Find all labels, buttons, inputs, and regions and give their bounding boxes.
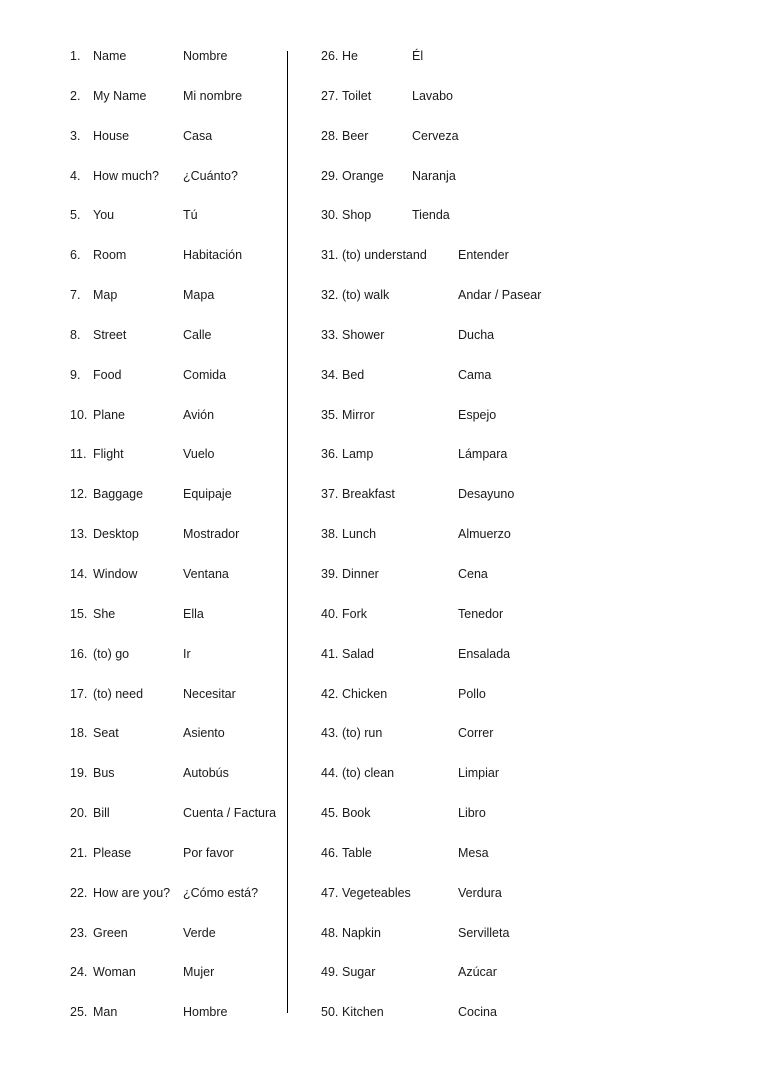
item-number: 16. [70, 646, 88, 661]
spanish-word: Azúcar [458, 965, 497, 980]
item-number: 18. [70, 726, 88, 741]
english-word: Window [93, 566, 138, 581]
english-word: (to) walk [342, 288, 390, 303]
item-number: 24. [70, 965, 88, 980]
item-number: 36. [321, 447, 339, 462]
item-number: 29. [321, 168, 339, 183]
spanish-word: Cama [458, 367, 492, 382]
item-number: 2. [70, 88, 81, 103]
english-word: House [93, 128, 130, 143]
spanish-word: Él [412, 49, 424, 63]
item-number: 28. [321, 128, 339, 143]
english-word: Fork [342, 606, 367, 621]
item-number: 26. [321, 49, 339, 63]
item-number: 37. [321, 487, 339, 502]
item-number: 22. [70, 885, 88, 900]
english-word: Plane [93, 407, 125, 422]
item-number: 3. [70, 128, 81, 143]
english-word: Kitchen [342, 1005, 384, 1020]
item-number: 9. [70, 367, 81, 382]
english-word: Flight [93, 447, 124, 462]
english-word: Map [93, 288, 118, 303]
item-number: 15. [70, 606, 88, 621]
english-word: Shower [342, 327, 385, 342]
english-word: Vegeteables [342, 885, 411, 900]
english-word: Beer [342, 128, 369, 143]
english-word: My Name [93, 88, 147, 103]
english-word: How are you? [93, 885, 171, 900]
spanish-word: Lámpara [458, 447, 508, 462]
spanish-word: Mapa [183, 288, 215, 303]
spanish-word: Comida [183, 367, 227, 382]
item-number: 35. [321, 407, 339, 422]
item-number: 42. [321, 686, 339, 701]
item-number: 19. [70, 766, 88, 781]
item-number: 7. [70, 288, 81, 303]
english-word: Bill [93, 806, 110, 821]
spanish-word: Casa [183, 128, 213, 143]
item-number: 4. [70, 168, 81, 183]
english-word: Man [93, 1005, 118, 1020]
spanish-word: Cena [458, 566, 488, 581]
item-number: 21. [70, 845, 88, 860]
english-word: Salad [342, 646, 374, 661]
spanish-word: Cocina [458, 1005, 497, 1020]
spanish-word: Mi nombre [183, 88, 243, 103]
item-number: 45. [321, 806, 339, 821]
item-number: 47. [321, 885, 339, 900]
spanish-word: Pollo [458, 686, 486, 701]
english-word: Toilet [342, 88, 372, 103]
item-number: 31. [321, 248, 339, 263]
spanish-word: Servilleta [458, 925, 510, 940]
spanish-word: ¿Cuánto? [183, 168, 238, 183]
item-number: 8. [70, 327, 81, 342]
spanish-word: Lavabo [412, 88, 454, 103]
item-number: 44. [321, 766, 339, 781]
spanish-word: Libro [458, 806, 486, 821]
english-word: Baggage [93, 487, 144, 502]
item-number: 1. [70, 49, 81, 63]
english-word: Book [342, 806, 371, 821]
english-word: Lamp [342, 447, 374, 462]
item-number: 34. [321, 367, 339, 382]
item-number: 40. [321, 606, 339, 621]
english-word: Napkin [342, 925, 381, 940]
spanish-word: Desayuno [458, 487, 515, 502]
spanish-word: Espejo [458, 407, 497, 422]
spanish-word: Verde [183, 925, 216, 940]
item-number: 23. [70, 925, 88, 940]
english-word: Shop [342, 208, 372, 223]
spanish-word: Ventana [183, 566, 229, 581]
english-word: He [342, 49, 358, 63]
spanish-word: Verdura [458, 885, 502, 900]
spanish-word: Ir [183, 646, 191, 661]
english-word: Food [93, 367, 122, 382]
english-word: Breakfast [342, 487, 395, 502]
english-word: (to) need [93, 686, 144, 701]
spanish-word: Asiento [183, 726, 225, 741]
english-word: Sugar [342, 965, 376, 980]
spanish-word: Tienda [412, 208, 450, 223]
item-number: 10. [70, 407, 88, 422]
spanish-word: Ducha [458, 327, 495, 342]
spanish-word: Naranja [412, 168, 456, 183]
item-number: 25. [70, 1005, 88, 1020]
english-word: Lunch [342, 527, 377, 542]
item-number: 39. [321, 566, 339, 581]
item-number: 50. [321, 1005, 339, 1020]
english-word: Orange [342, 168, 384, 183]
spanish-word: Hombre [183, 1005, 228, 1020]
spanish-word: Vuelo [183, 447, 215, 462]
spanish-word: Andar / Pasear [458, 288, 542, 303]
item-number: 5. [70, 208, 81, 223]
spanish-word: Cuenta / Factura [183, 806, 277, 821]
column-divider [287, 51, 288, 1013]
item-number: 49. [321, 965, 339, 980]
spanish-word: Avión [183, 407, 215, 422]
english-word: How much? [93, 168, 159, 183]
spanish-word: Mostrador [183, 527, 240, 542]
item-number: 13. [70, 527, 88, 542]
english-word: Green [93, 925, 128, 940]
english-word: You [93, 208, 115, 223]
spanish-word: Almuerzo [458, 527, 511, 542]
english-word: (to) go [93, 646, 130, 661]
item-number: 33. [321, 327, 339, 342]
spanish-word: Ella [183, 606, 204, 621]
english-word: (to) clean [342, 766, 395, 781]
item-number: 27. [321, 88, 339, 103]
spanish-word: Correr [458, 726, 494, 741]
english-word: Room [93, 248, 127, 263]
english-word: Mirror [342, 407, 375, 422]
item-number: 46. [321, 845, 339, 860]
english-word: Desktop [93, 527, 139, 542]
item-number: 6. [70, 248, 81, 263]
item-number: 32. [321, 288, 339, 303]
english-word: Please [93, 845, 132, 860]
spanish-word: Equipaje [183, 487, 232, 502]
item-number: 30. [321, 208, 339, 223]
english-word: Bus [93, 766, 115, 781]
spanish-word: ¿Cómo está? [183, 885, 259, 900]
english-word: Table [342, 845, 372, 860]
english-word: Bed [342, 367, 365, 382]
item-number: 48. [321, 925, 339, 940]
spanish-word: Tú [183, 208, 198, 223]
spanish-word: Cerveza [412, 128, 459, 143]
spanish-word: Habitación [183, 248, 243, 263]
spanish-word: Por favor [183, 845, 234, 860]
english-word: Woman [93, 965, 136, 980]
item-number: 38. [321, 527, 339, 542]
item-number: 12. [70, 487, 88, 502]
english-word: Chicken [342, 686, 388, 701]
spanish-word: Mujer [183, 965, 215, 980]
spanish-word: Ensalada [458, 646, 511, 661]
spanish-word: Limpiar [458, 766, 499, 781]
item-number: 20. [70, 806, 88, 821]
spanish-word: Autobús [183, 766, 229, 781]
spanish-word: Necesitar [183, 686, 236, 701]
english-word: Seat [93, 726, 119, 741]
item-number: 41. [321, 646, 339, 661]
spanish-word: Nombre [183, 49, 228, 63]
spanish-word: Calle [183, 327, 212, 342]
english-word: Dinner [342, 566, 379, 581]
english-word: She [93, 606, 116, 621]
item-number: 14. [70, 566, 88, 581]
english-word: Name [93, 49, 127, 63]
english-word: (to) understand [342, 248, 427, 263]
english-word: Street [93, 327, 127, 342]
spanish-word: Entender [458, 248, 509, 263]
english-word: (to) run [342, 726, 383, 741]
spanish-word: Mesa [458, 845, 489, 860]
item-number: 11. [70, 447, 87, 462]
item-number: 43. [321, 726, 339, 741]
spanish-word: Tenedor [458, 606, 504, 621]
item-number: 17. [70, 686, 88, 701]
